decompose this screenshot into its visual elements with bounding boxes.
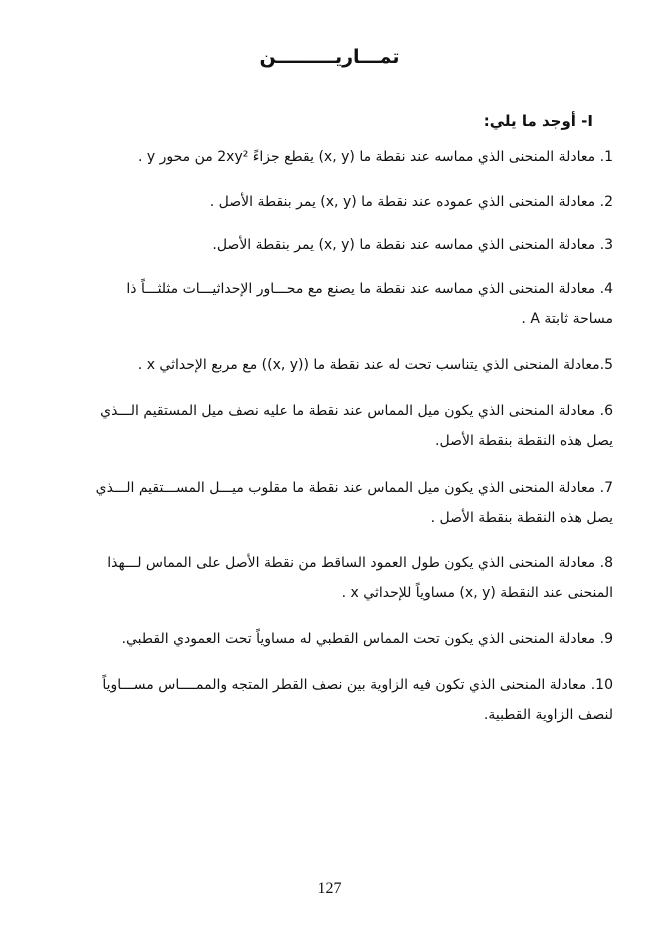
exercise-line-continued: يصل هذه النقطة بنقطة الأصل. <box>435 433 613 449</box>
exercise-4 <box>53 274 613 334</box>
exercise-line: 4. معادلة المنحنى الذي مماسه عند نقطة ما يصنع مع محـــاور الإحداثيـــات مثلثـــاً ذا <box>126 281 613 297</box>
exercise-line: 8. معادلة المنحنى الذي يكون طول العمود الساقط من نقطة الأصل على المماس لـــهذا <box>107 555 613 571</box>
exercise-9 <box>53 624 613 654</box>
exercise-line-continued: يصل هذه النقطة بنقطة الأصل . <box>430 510 613 526</box>
exercise-1 <box>53 142 613 172</box>
exercise-line: 5.معادلة المنحنى الذي يتناسب تحت له عند نقطة ما ((x, y)) مع مربع الإحداثي x . <box>137 357 613 373</box>
section-heading: I- أوجد ما يلي: <box>483 112 593 130</box>
exercise-line: 3. معادلة المنحنى الذي مماسه عند نقطة ما (x, y) يمر بنقطة الأصل. <box>212 237 613 253</box>
exercise-line-continued: لنصف الزاوية القطبية. <box>483 707 613 723</box>
exercise-3 <box>53 230 613 260</box>
exercise-2 <box>53 187 613 217</box>
exercise-6 <box>53 396 613 456</box>
exercise-8 <box>53 548 613 608</box>
exercise-line: 2. معادلة المنحنى الذي عموده عند نقطة ما (x, y) يمر بنقطة الأصل . <box>209 194 613 210</box>
exercise-line: 1. معادلة المنحنى الذي مماسه عند نقطة ما (x, y) يقطع جزاءً 2xy² من محور y . <box>138 149 613 165</box>
page-number: 127 <box>317 880 342 897</box>
exercise-10 <box>53 670 613 730</box>
exercise-line: 10. معادلة المنحنى الذي تكون فيه الزاوية بين نصف القطر المتجه والممــــاس مســـاوياً <box>102 677 613 693</box>
exercise-line: 6. معادلة المنحنى الذي يكون ميل المماس عند نقطة ما عليه نصف ميل المستقيم الـــذي <box>100 403 613 419</box>
exercise-7 <box>53 473 613 533</box>
exercise-line-continued: المنحنى عند النقطة (x, y) مساوياً للإحداثي x . <box>341 585 613 601</box>
exercise-line: 7. معادلة المنحنى الذي يكون ميل المماس عند نقطة ما مقلوب ميـــل المســـتقيم الـــذي <box>95 480 613 496</box>
page-title: تمـــاريـــــــــن <box>259 46 400 68</box>
exercise-5 <box>53 350 613 380</box>
exercise-line: 9. معادلة المنحنى الذي يكون تحت المماس القطبي له مساوياً تحت العمودي القطبي. <box>121 631 613 647</box>
exercise-line-continued: مساحة ثابتة A . <box>521 311 613 327</box>
